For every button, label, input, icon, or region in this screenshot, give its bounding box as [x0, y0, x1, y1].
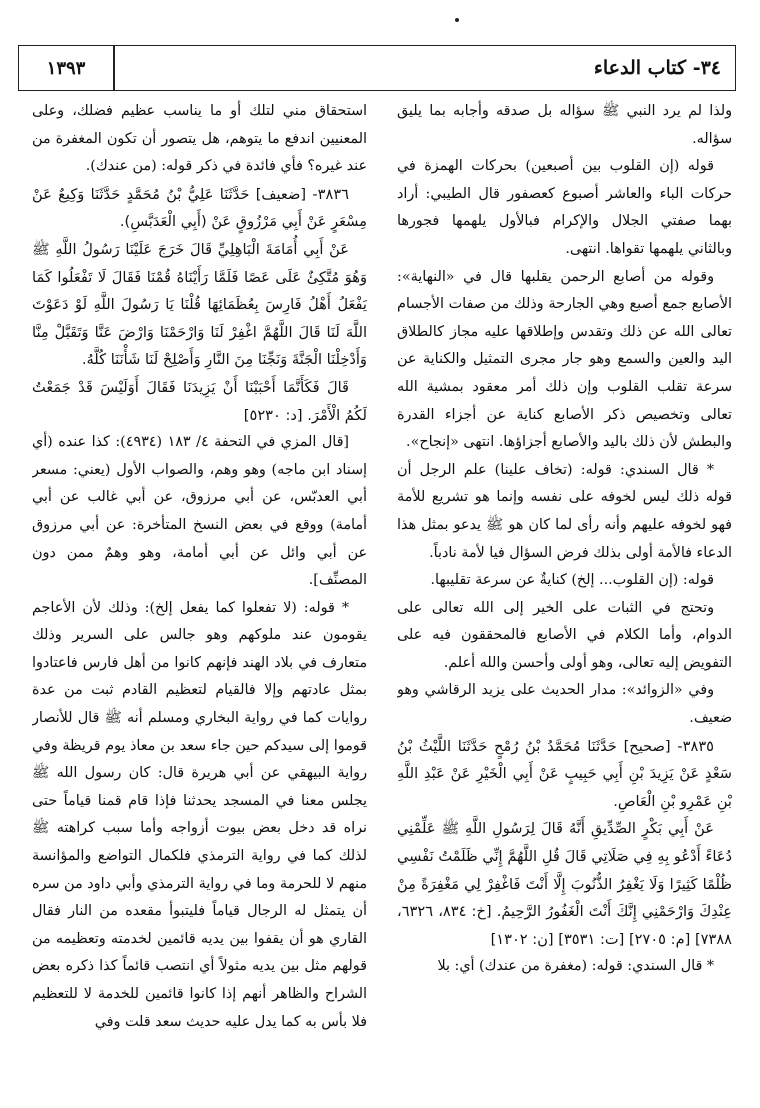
- paragraph: قوله: (إن القلوب... إلخ) كنايةٌ عن سرعة تقليبها.: [430, 572, 714, 589]
- paragraph: قوله (إن القلوب بين أصبعين) بحركات الهمزة في حركات الباء والعاشر أصبوع كعصفور قال الطيبي: أراد بهما صفتي الجلال والإكرام فبالأول يلهمها فجورها وبالثاني يلهمها تقواها. انتهى.: [397, 158, 732, 257]
- paragraph: وقوله من أصابع الرحمن يقلبها قال في «النهاية»: الأصابع جمع أصبع وهي الجارحة وذلك من صفات الأجسام تعالى الله عن ذلك وتقدس وإطلاقها عليه مجاز كالطلاق اليد والعين والسمع وهو جار مجرى التمثيل والكناية عن سرعة تقلب القلوب وإن ذلك أمر معقود بمشية الله تعالى وتخصيص ذكر الأصابع كناية عن أجزاء القدرة والبطش لأن ذلك باليد والأصابع أجزاؤها. انتهى «إنجاح».: [397, 268, 732, 451]
- header-divider: [113, 46, 115, 90]
- hadith-text: عَنْ أَبِي بَكْرٍ الصِّدِّيقِ أَنَّهُ قَالَ لِرَسُولِ اللَّهِ ﷺ عَلِّمْنِي دُعَاءً أَدْعُو بِهِ فِي صَلَاتِي قَالَ قُلِ اللَّهُمَّ إِنِّي ظَلَمْتُ نَفْسِي ظُلْمًا كَثِيرًا وَلَا يَغْفِرُ الذُّنُوبَ إِلَّا أَنْتَ فَاغْفِرْ لِي مَغْفِرَةً مِنْ عِنْدِكَ وَارْحَمْنِي إِنَّكَ أَنْتَ الْغَفُورُ الرَّحِيمُ. [خ: ٨٣٤، ٦٣٢٦، ٧٣٨٨] [م: ٢٧٠٥] [ت: ٣٥٣١] [ن: ١٣٠٢]: [397, 820, 732, 948]
- page-number: ١٣٩٣: [46, 57, 86, 79]
- chapter-title: ٣٤- كتاب الدعاء: [593, 57, 721, 79]
- hadith-text: قَالَ فَكَأَنَّمَا أَحْبَبْنَا أَنْ يَزِيدَنَا فَقَالَ أَوَلَيْسَ قَدْ جَمَعْتُ لَكُمُ الْأَمْرَ. [د: ٥٢٣٠]: [32, 378, 367, 424]
- paragraph: * قال السندي: قوله: (مغفرة من عندك) أي: بلا: [437, 958, 714, 975]
- left-column: [32, 98, 367, 1088]
- paragraph: * قوله: (لا تفعلوا كما يفعل إلخ): وذلك لأن الأعاجم يقومون عند ملوكهم وهو جالس على السرير وذلك متعارف في بلاد الهند فإنهم كانوا من أهل فارس فاعتادوا بمثل عادتهم وإلا فالقيام لتعظيم القادم ثبت من عدة روايات كما في رواية البخاري ومسلم أنه ﷺ قال للأنصار قوموا إلى سيدكم حين جاء سعد بن معاذ يوم قريظة وفي رواية البيهقي عن أبي هريرة قال: كان رسول الله ﷺ يجلس معنا في المسجد يحدثنا فإذا قام قمنا قياماً حتى نراه قد دخل بعض بيوت أزواجه وأما سبب كراهته ﷺ لذلك كما في رواية الترمذي فلكمال التواضع والمؤانسة منهم لا للحرمة وما في رواية الترمذي وأبي داود من سره أن يتمثل له الرجال قياماً فليتبوأ مقعده من النار فقال القاري هو أن يقفوا بين يديه قائمين لخدمته وتعظيمه من قولهم مثل بين يديه مثولاً أي انتصب قائماً كذا ذكره بعض الشراح والظاهر أنهم إذا كانوا قائمين للخدمة لا للتعظيم فلا بأس به كما يدل عليه حديث سعد قلت وفي: [32, 599, 367, 1030]
- paragraph: * قال السندي: قوله: (تخاف علينا) علم الرجل أن قوله ذلك ليس لخوفه على نفسه وإنما هو تشريع للأمة فهو لخوفه عليهم وأنه رأى لما كان هو ﷺ يدعو بمثل هذا الدعاء فالأمة أولى بذلك فرض السؤال فيا لأمة نادباً.: [397, 461, 732, 561]
- right-column: [397, 98, 732, 1088]
- page-header: [18, 45, 736, 91]
- hadith-text: عَنْ أَبِي أُمَامَةَ الْبَاهِلِيِّ قَالَ خَرَجَ عَلَيْنَا رَسُولُ اللَّهِ ﷺ وَهُوَ مُتَّكِئٌ عَلَى عَصًا فَلَمَّا رَأَيْنَاهُ قُمْنَا فَقَالَ لَا تَفْعَلُوا كَمَا يَفْعَلُ أَهْلُ فَارِسَ بِعُظَمَائِهَا قُلْنَا يَا رَسُولَ اللَّهِ لَوْ دَعَوْتَ اللَّهَ لَنَا قَالَ اللَّهُمَّ اغْفِرْ لَنَا وَارْحَمْنَا وَارْضَ عَنَّا وَتَقَبَّلْ مِنَّا وَأَدْخِلْنَا الْجَنَّةَ وَنَجِّنَا مِنَ النَّارِ وَأَصْلِحْ لَنَا شَأْنَنَا كُلَّهُ.: [32, 240, 367, 369]
- hadith-isnad: ٣٨٣٦- [ضعيف] حَدَّثَنَا عَلِيُّ بْنُ مُحَمَّدٍ حَدَّثَنَا وَكِيعٌ عَنْ مِسْعَرٍ عَنْ أَبِي مَرْزُوقٍ عَنْ (أَبِي الْعَدَبَّسِ).: [32, 185, 367, 231]
- paragraph: وتحتج في الثبات على الخير إلى الله تعالى على الدوام، وأما الكلام في الأصابع فالمحققون فيه على التفويض إليه تعالى، وهو أولى وأحسن والله أعلم.: [397, 599, 732, 671]
- paragraph: ولذا لم يرد النبي ﷺ سؤاله بل صدقه وأجابه بما يليق سؤاله.: [397, 103, 732, 147]
- paragraph: وفي «الزوائد»: مدار الحديث على يزيد الرقاشي وهو ضعيف.: [397, 682, 732, 727]
- hadith-isnad: ٣٨٣٥- [صحيح] حَدَّثَنَا مُحَمَّدُ بْنُ رُمْحٍ حَدَّثَنَا اللَّيْثُ بْنُ سَعْدٍ عَنْ يَزِيدَ بْنِ أَبِي حَبِيبٍ عَنْ أَبِي الْخَيْرِ عَنْ عَبْدِ اللَّهِ بْنِ عَمْرِو بْنِ الْعَاصِ.: [397, 737, 732, 810]
- top-dot-mark: [455, 18, 459, 22]
- paragraph: استحقاق مني لتلك أو ما يناسب عظيم فضلك، وعلى المعنيين اندفع ما يتوهم، هل يتصور أن تكون المغفرة من عند غيره؟ فأي فائدة في ذكر قوله: (من عندك).: [32, 103, 367, 175]
- paragraph: [قال المزي في التحفة ٤/ ١٨٣ (٤٩٣٤): كذا عنده (أي إسناد ابن ماجه) وهو وهم، والصواب الأول (يعني: مسعر أبي العدبّس، عن أبي مرزوق، عن أبي غالب عن أبي أمامة) ووقع في بعض النسخ المتأخرة: عن أبي مرزوق عن أبي وائل عن أبي أمامة، وهو وهمٌ ممن دون المصنِّف].: [32, 434, 367, 589]
